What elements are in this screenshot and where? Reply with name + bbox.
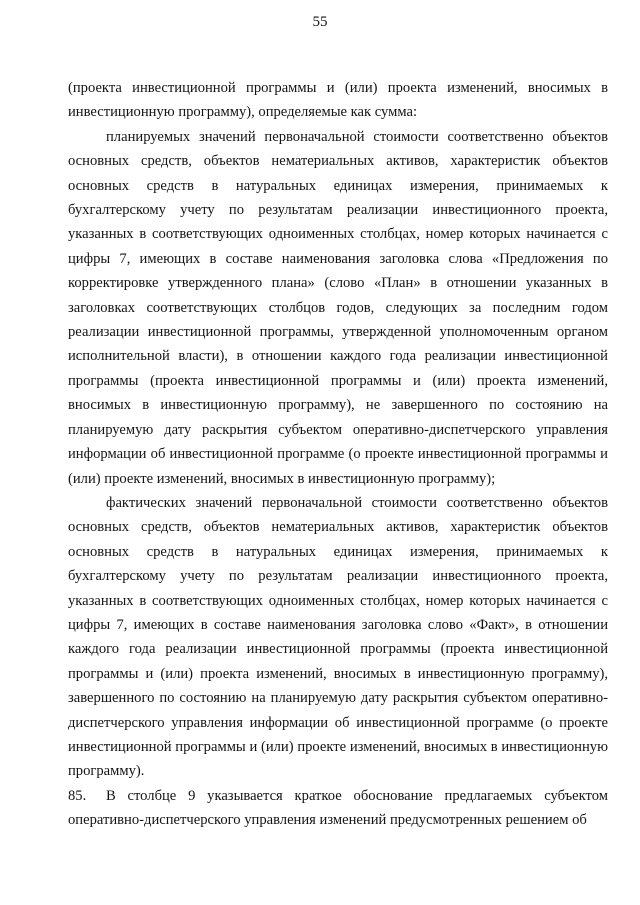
item-text: В столбце 9 указывается краткое обоснование предлагаемых субъектом оперативно-диспетчерского управления изменений предусмотренных решением об bbox=[68, 787, 608, 829]
paragraph-actual-values: фактических значений первоначальной стоимости соответственно объектов основных средств, объектов нематериальных активов, характеристик объектов основных средств в натуральных единицах измерения, принимаемых к бухгалтерскому учету по результатам реализации инвестиционного проекта, указанных в соответствующих одноименных столбцах, номер которых начинается с цифры 7, имеющих в составе наименования заголовка слово «Факт», в отношении каждого года реализации инвестиционной программы (проекта инвестиционной программы и (или) проекта изменений, вносимых в инвестиционную программу), завершенного по состоянию на планируемую дату раскрытия субъектом оперативно-диспетчерского управления информации об инвестиционной программе (о проекте инвестиционной программы и (или) проекте изменений, вносимых в инвестиционную программу). bbox=[68, 494, 608, 780]
document-body bbox=[68, 76, 608, 833]
item-number: 85. bbox=[68, 787, 87, 804]
list-item-85 bbox=[68, 784, 608, 833]
page-number: 55 bbox=[312, 14, 328, 30]
paragraph-intro: (проекта инвестиционной программы и (или) проекта изменений, вносимых в инвестиционную программу), определяемые как сумма: bbox=[68, 80, 608, 121]
paragraph-planned-values: планируемых значений первоначальной стоимости соответственно объектов основных средств, объектов нематериальных активов, характеристик объектов основных средств в натуральных единицах измерения, принимаемых к бухгалтерскому учету по результатам реализации инвестиционного проекта, указанных в соответствующих одноименных столбцах, номер которых начинается с цифры 7, имеющих в составе наименования заголовка слова «Предложения по корректировке утвержденного плана» (слово «План» в отношении указанных в заголовках соответствующих столбцов годов, следующих за последним годом реализации инвестиционной программы, утвержденной уполномоченным органом исполнительной власти), в отношении каждого года реализации инвестиционной программы (проекта инвестиционной программы и (или) проекта изменений, вносимых в инвестиционную программу), не завершенного по состоянию на планируемую дату раскрытия субъектом оперативно-диспетчерского управления информации об инвестиционной программе (о проекте инвестиционной программы и (или) проекте изменений, вносимых в инвестиционную программу); bbox=[68, 128, 608, 487]
